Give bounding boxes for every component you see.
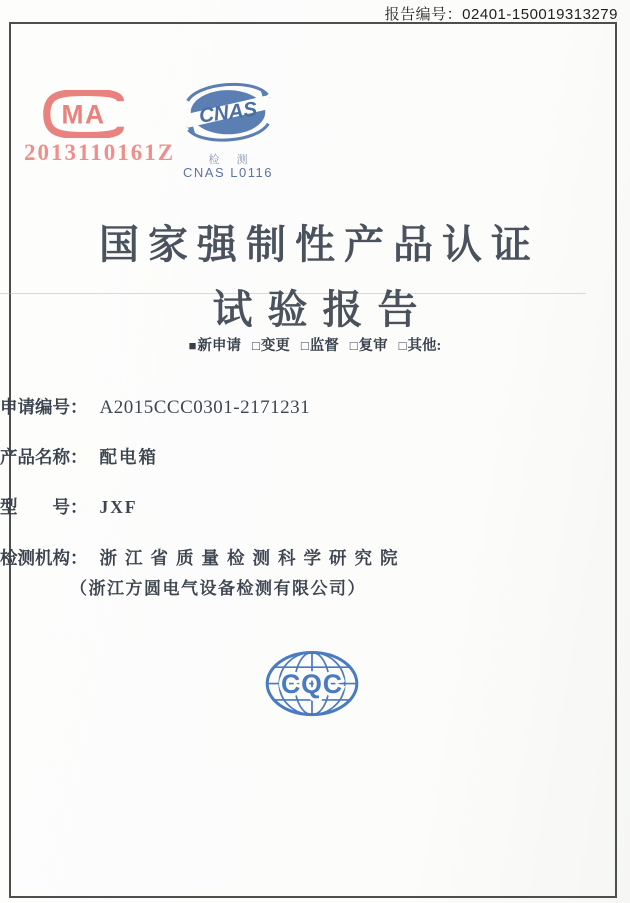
document-title-line2: 试验报告 xyxy=(212,287,433,332)
field-product-name xyxy=(0,444,158,469)
unchecked-box-icon: □ xyxy=(349,338,358,353)
checkbox-label: 监督 xyxy=(309,338,339,354)
checkbox-new-application xyxy=(189,334,241,355)
field-model xyxy=(0,494,138,519)
cma-logo-text: MA xyxy=(61,99,106,130)
unchecked-box-icon: □ xyxy=(398,338,407,353)
unchecked-box-icon: □ xyxy=(252,338,260,353)
report-number-label: 报告编号： xyxy=(384,6,463,23)
cqc-logo-text: CQC xyxy=(281,669,343,700)
checkbox-review xyxy=(350,334,388,355)
checkbox-label: 复审 xyxy=(358,338,388,354)
checkbox-other xyxy=(399,334,442,355)
field-label: 产品名称： xyxy=(0,447,88,467)
field-label: 型 号： xyxy=(0,497,88,517)
cnas-caption-jiance: 检 测 xyxy=(208,154,255,166)
field-label: 申请编号： xyxy=(0,397,88,417)
field-value: 浙江省质量检测科学研究院 xyxy=(99,548,406,568)
checkbox-change xyxy=(252,334,290,355)
checkbox-supervision xyxy=(301,334,339,355)
field-application-number xyxy=(0,394,310,419)
checked-box-icon: ■ xyxy=(188,338,197,353)
checkbox-label: 其他: xyxy=(407,338,442,354)
cma-accreditation-code: 2013110161Z xyxy=(24,140,176,165)
cqc-logo-icon xyxy=(256,642,368,726)
application-type-checkbox-row xyxy=(0,334,630,355)
field-value: 配电箱 xyxy=(99,447,158,467)
report-number xyxy=(385,3,618,24)
cnas-logo-icon xyxy=(178,78,278,148)
unchecked-box-icon: □ xyxy=(300,338,309,353)
field-test-organization xyxy=(0,545,406,570)
field-label: 检测机构： xyxy=(0,548,88,568)
document-title-line1: 国家强制性产品认证 xyxy=(99,222,540,267)
cnas-lab-number: CNAS L0116 xyxy=(183,165,273,180)
cma-logo-icon xyxy=(42,90,130,138)
field-test-organization-alias: （浙江方圆电气设备检测有限公司） xyxy=(70,579,366,598)
cnas-logo-text: CNAS xyxy=(197,97,259,128)
field-value: A2015CCC0301-2171231 xyxy=(99,397,311,418)
field-value: JXF xyxy=(99,497,138,517)
report-number-value: 02401-150019313279 xyxy=(462,6,618,23)
checkbox-label: 变更 xyxy=(260,338,290,354)
checkbox-label: 新申请 xyxy=(197,338,242,354)
